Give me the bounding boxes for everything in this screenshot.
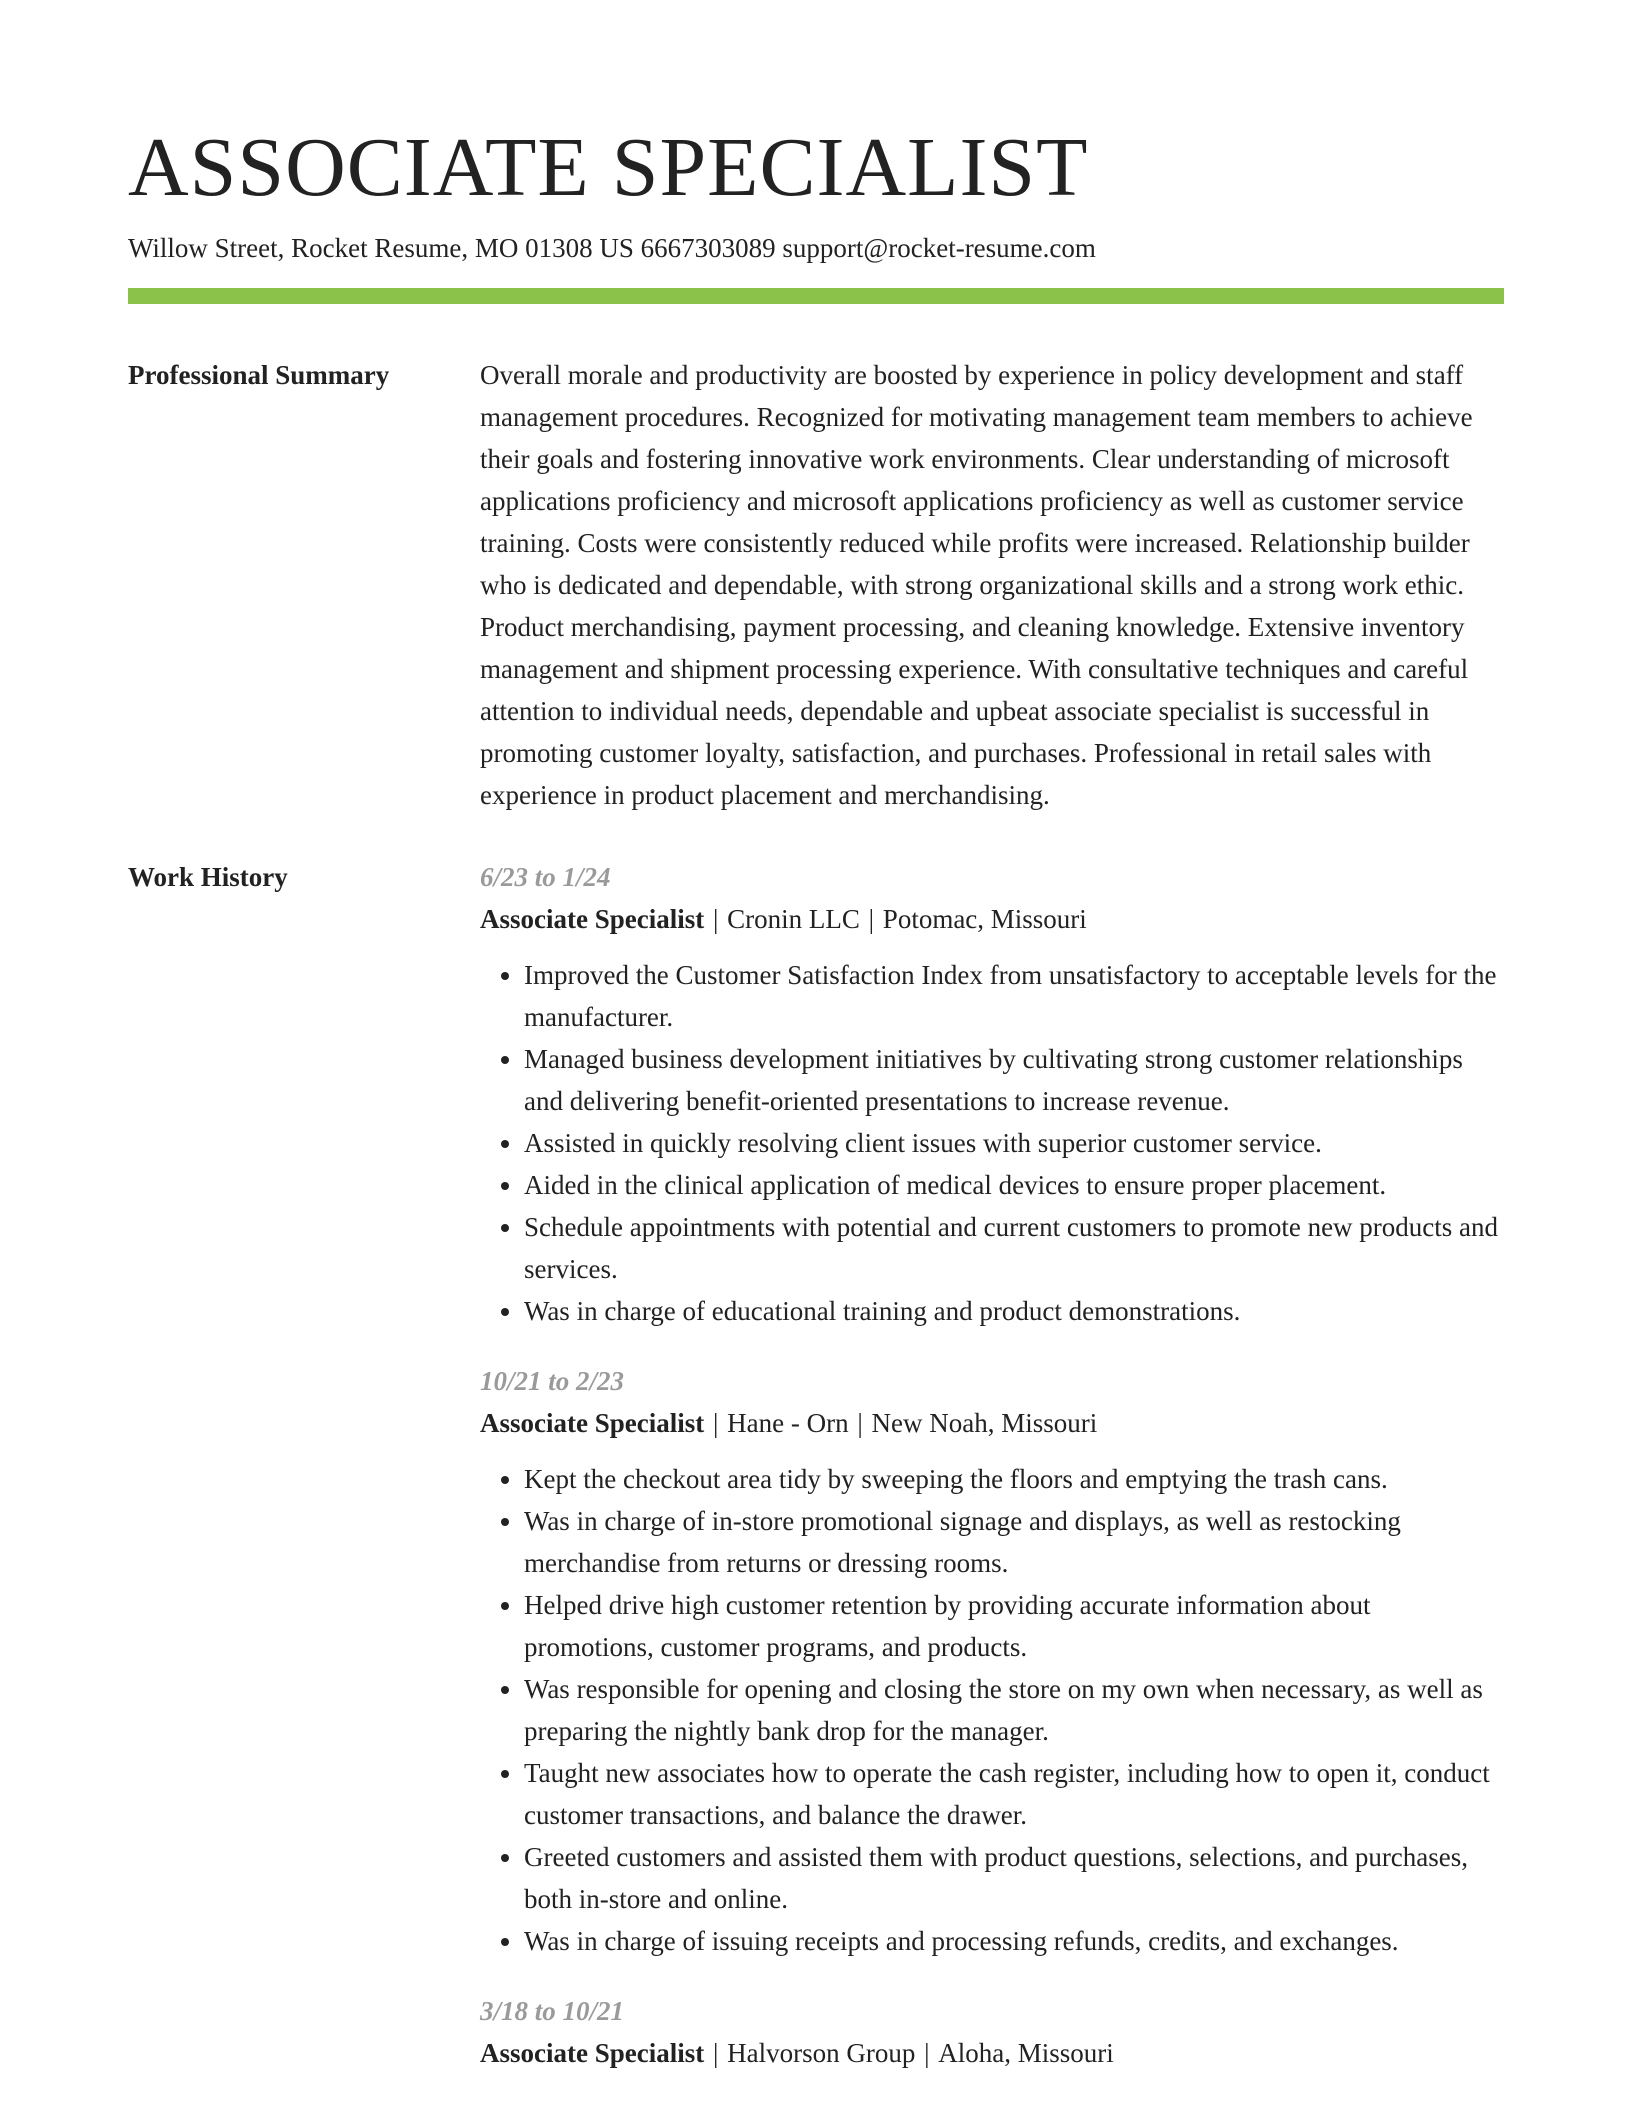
separator: | <box>861 904 881 934</box>
job-bullet: • Kept the checkout area tidy by sweeping the floors and emptying the trash cans. <box>524 1458 1504 1500</box>
job-bullets <box>480 1458 1504 1962</box>
job-location: Aloha, Missouri <box>938 2038 1114 2068</box>
job-bullet: • Schedule appointments with potential and current customers to promote new products and services. <box>524 1206 1504 1290</box>
summary-heading: Professional Summary <box>128 360 390 390</box>
job-bullet: • Greeted customers and assisted them with product questions, selections, and purchases, both in-store and online. <box>524 1836 1504 1920</box>
contact-phone: 6667303089 <box>640 233 776 263</box>
job-bullets <box>480 954 1504 1332</box>
job-heading <box>480 1402 1504 1444</box>
job-dates: 3/18 to 10/21 <box>480 1996 625 2026</box>
job-role: Associate Specialist <box>480 904 705 934</box>
header-divider <box>128 288 1504 304</box>
summary-text: Overall morale and productivity are boosted by experience in policy development and staff management procedures. Recognized for motivating management team members to achieve their goals and fostering innovative work environments. Clear understanding of microsoft applications proficiency and microsoft applications proficiency as well as customer service training. Costs were consistently reduced while profits were increased. Relationship builder who is dedicated and dependable, with strong organizational skills and a strong work ethic. Product merchandising, payment processing, and cleaning knowledge. Extensive inventory management and shipment processing experience. With consultative techniques and careful attention to individual needs, dependable and upbeat associate specialist is successful in promoting customer loyalty, satisfaction, and purchases. Professional in retail sales with experience in product placement and merchandising. <box>480 360 1473 810</box>
job-bullet: • Managed business development initiatives by cultivating strong customer relationships and delivering benefit-oriented presentations to increase revenue. <box>524 1038 1504 1122</box>
job-company: Cronin LLC <box>727 904 860 934</box>
job-company: Hane - Orn <box>727 1408 849 1438</box>
job-role: Associate Specialist <box>480 1408 705 1438</box>
job-dates: 6/23 to 1/24 <box>480 862 611 892</box>
job-role: Associate Specialist <box>480 2038 705 2068</box>
job-bullet: • Was responsible for opening and closing the store on my own when necessary, as well as preparing the nightly bank drop for the manager. <box>524 1668 1504 1752</box>
job-bullet: • Was in charge of in-store promotional signage and displays, as well as restocking merchandise from returns or dressing rooms. <box>524 1500 1504 1584</box>
job-bullet: • Aided in the clinical application of medical devices to ensure proper placement. <box>524 1164 1504 1206</box>
job-bullet: • Was in charge of issuing receipts and processing refunds, credits, and exchanges. <box>524 1920 1504 1962</box>
separator: | <box>706 1408 726 1438</box>
job-heading <box>480 898 1504 940</box>
separator: | <box>706 2038 726 2068</box>
separator: | <box>850 1408 870 1438</box>
job-bullet: • Assisted in quickly resolving client issues with superior customer service. <box>524 1122 1504 1164</box>
job-location: Potomac, Missouri <box>882 904 1087 934</box>
job-heading <box>480 2032 1504 2074</box>
contact-line <box>128 230 1504 266</box>
separator: | <box>917 2038 937 2068</box>
job-bullet: • Taught new associates how to operate the cash register, including how to open it, conduct customer transactions, and balance the drawer. <box>524 1752 1504 1836</box>
job-bullet: • Helped drive high customer retention by providing accurate information about promotions, customer programs, and products. <box>524 1584 1504 1668</box>
work-history-heading: Work History <box>128 862 288 892</box>
separator: | <box>706 904 726 934</box>
candidate-name: ASSOCIATE SPECIALIST <box>128 121 1089 214</box>
work-history-section <box>128 856 1504 2074</box>
job-entry <box>480 856 1504 1332</box>
job-entry <box>480 1990 1504 2074</box>
job-company: Halvorson Group <box>727 2038 916 2068</box>
job-bullet: • Improved the Customer Satisfaction Index from unsatisfactory to acceptable levels for the manufacturer. <box>524 954 1504 1038</box>
job-list <box>480 856 1504 2074</box>
job-location: New Noah, Missouri <box>871 1408 1098 1438</box>
summary-section <box>128 354 1504 816</box>
contact-email[interactable]: support@rocket-resume.com <box>782 233 1096 263</box>
job-entry <box>480 1360 1504 1962</box>
job-dates: 10/21 to 2/23 <box>480 1366 625 1396</box>
contact-address: Willow Street, Rocket Resume, MO 01308 US <box>128 233 634 263</box>
job-bullet: • Was in charge of educational training and product demonstrations. <box>524 1290 1504 1332</box>
